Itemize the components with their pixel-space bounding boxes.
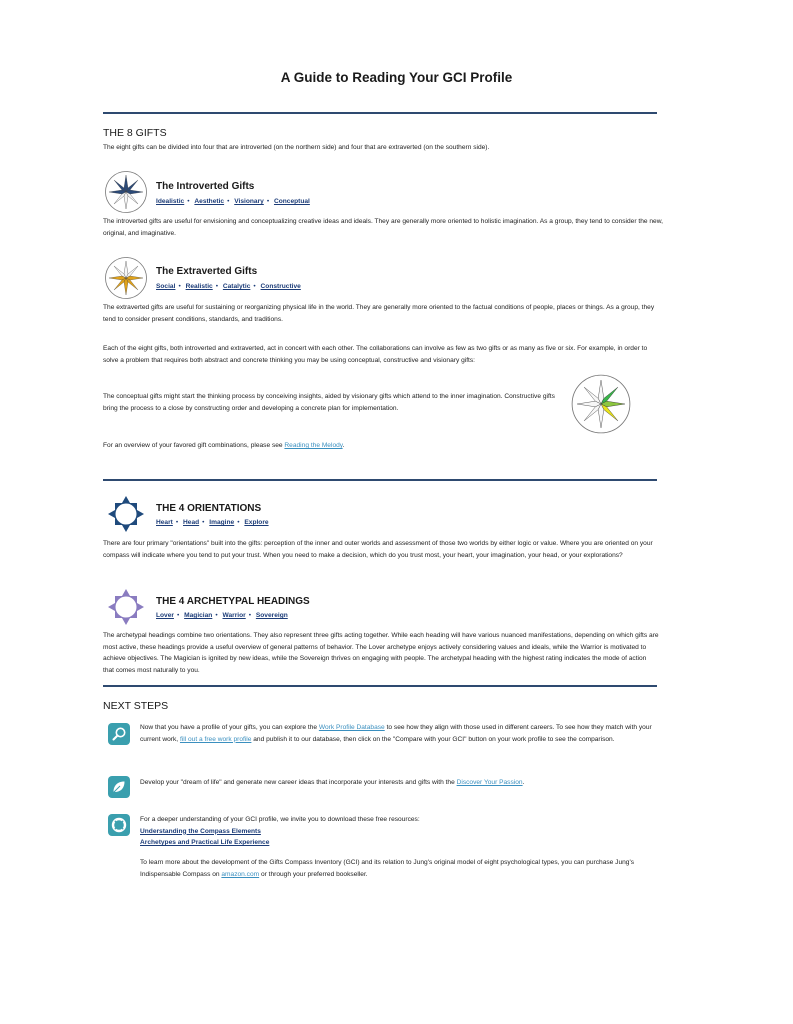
gifts-example-text: The conceptual gifts might start the thinking process by conceiving insights, aided by visionary gifts which attend to the inner imagination. Constructive gifts bring the process to a close by constructing order and developing a concrete plan for implementation. xyxy=(103,393,555,412)
extraverted-gifts-title: The Extraverted Gifts xyxy=(156,266,258,277)
step-work-profile-text: Now that you have a profile of your gifts, you can explore the Work Profile Database to see how they align with those used in different careers. To see how they match with your current work, fill out a free work profile and publish it to our database, then click on the "Compare with your GCI" button on your work profile to see the comparison. xyxy=(140,724,652,743)
reading-the-melody-link[interactable]: Reading the Melody xyxy=(284,442,343,449)
combination-compass-icon xyxy=(570,373,632,440)
link-aesthetic[interactable]: Aesthetic xyxy=(194,198,225,205)
link-constructive[interactable]: Constructive xyxy=(260,283,301,290)
link-idealistic[interactable]: Idealistic xyxy=(156,198,185,205)
next-steps-heading: NEXT STEPS xyxy=(103,700,169,712)
introverted-gifts-title: The Introverted Gifts xyxy=(156,181,255,192)
link-imagine[interactable]: Imagine xyxy=(209,519,235,526)
link-realistic[interactable]: Realistic xyxy=(185,283,213,290)
lifebuoy-icon[interactable] xyxy=(108,814,130,836)
jung-compass-text: To learn more about the development of the Gifts Compass Inventory (GCI) and its relation to Jung's original model of eight psychological types, you can purchase Jung's Indispensable Compass on amazon.com or through your preferred bookseller. xyxy=(140,859,635,878)
discover-your-passion-link[interactable]: Discover Your Passion xyxy=(456,779,523,786)
compass-elements-link[interactable]: Understanding the Compass Elements xyxy=(140,827,261,835)
section-divider xyxy=(103,479,657,481)
free-work-profile-link[interactable]: fill out a free work profile xyxy=(179,735,252,743)
archetypes-life-experience-link[interactable]: Archetypes and Practical Life Experience xyxy=(140,839,270,846)
orientations-heading: THE 4 ORIENTATIONS xyxy=(156,503,262,514)
section-divider xyxy=(103,685,657,687)
gifts-overview-text: For an overview of your favored gift combinations, please see Reading the Melody. xyxy=(103,442,345,449)
orientations-description: There are four primary "orientations" built into the gifts: perception of the inner and outer worlds and assessment of those two worlds by either logic or value. Where you are oriented on your compass will indicate where you tend to put your trust. When you need to make a decision, which do you trust most, your heart, your imagination, your head, or your explorations? xyxy=(103,540,653,559)
archetypes-description: The archetypal headings combine two orientations. They also represent three gifts acting together. While each heading will have various nuanced manifestations, depending on which gifts are most active, these headings provide a useful overview of general patterns of behavior. The Lover archetype enjoys actively considering values and ideals, while the Warrior is motivated to achieve objectives. The Magician is ignited by new ideas, while the Sovereign thrives on engaging with people. The archetypal heading with the highest rating indicates the mode of action that comes most naturally to you. xyxy=(103,632,659,674)
link-magician[interactable]: Magician xyxy=(184,612,213,619)
orientations-icon xyxy=(107,495,145,538)
link-lover[interactable]: Lover xyxy=(156,612,174,619)
extraverted-gift-links: Social • Realistic • Catalytic • Constructive xyxy=(156,283,301,290)
gifts-combination-text: Each of the eight gifts, both introverted and extraverted, act in concert with each other. The collaborations can involve as few as two gifts or as many as five or six. For example, in order to solve a problem that requires both abstract and concrete thinking you may be using conceptual, constructive and visionary gifts: xyxy=(103,345,648,364)
link-social[interactable]: Social xyxy=(156,283,176,290)
link-heart[interactable]: Heart xyxy=(156,519,173,526)
step-discover-passion-text: Develop your "dream of life" and generate new career ideas that incorporate your interests and gifts with the Discover Your Passion. xyxy=(140,779,525,786)
link-explore[interactable]: Explore xyxy=(244,519,269,526)
link-sovereign[interactable]: Sovereign xyxy=(255,612,288,619)
page-title: A Guide to Reading Your GCI Profile xyxy=(280,70,513,85)
link-head[interactable]: Head xyxy=(183,519,200,526)
link-visionary[interactable]: Visionary xyxy=(234,198,264,205)
step-resources: For a deeper understanding of your GCI profile, we invite you to download these free resources: Understanding the Compass Elements Archetypes and Practical Life Experience xyxy=(140,814,655,849)
link-conceptual[interactable]: Conceptual xyxy=(273,198,310,205)
work-profile-database-link[interactable]: Work Profile Database xyxy=(318,724,385,731)
gifts-heading: THE 8 GIFTS xyxy=(103,127,167,139)
gifts-intro: The eight gifts can be divided into four that are introverted (on the northern side) and four that are extraverted (on the southern side). xyxy=(103,144,490,151)
archetypes-icon xyxy=(107,588,145,631)
archetype-links: Lover • Magician • Warrior • Sovereign xyxy=(156,612,288,619)
search-icon[interactable] xyxy=(108,723,130,745)
leaf-icon[interactable] xyxy=(108,776,130,798)
introverted-gift-links: Idealistic • Aesthetic • Visionary • Conceptual xyxy=(156,198,310,205)
section-divider xyxy=(103,112,657,114)
orientation-links: Heart • Head • Imagine • Explore xyxy=(156,519,269,526)
link-warrior[interactable]: Warrior xyxy=(222,612,246,619)
introverted-compass-icon xyxy=(104,170,148,219)
archetypes-heading: THE 4 ARCHETYPAL HEADINGS xyxy=(156,596,310,607)
introverted-gifts-description: The introverted gifts are useful for envisioning and conceptualizing creative ideas and ideals. They are generally more oriented to holistic imagination. As a group, they tend to consider the new, original, and imaginative. xyxy=(103,218,663,237)
extraverted-gifts-description: The extraverted gifts are useful for sustaining or reorganizing physical life in the world. They are generally more oriented to the factual conditions of people, places or things. As a group, they tend to consider present conditions, standards, and traditions. xyxy=(103,304,655,323)
extraverted-compass-icon xyxy=(104,256,148,305)
amazon-link[interactable]: amazon.com xyxy=(221,870,260,878)
link-catalytic[interactable]: Catalytic xyxy=(222,283,251,290)
